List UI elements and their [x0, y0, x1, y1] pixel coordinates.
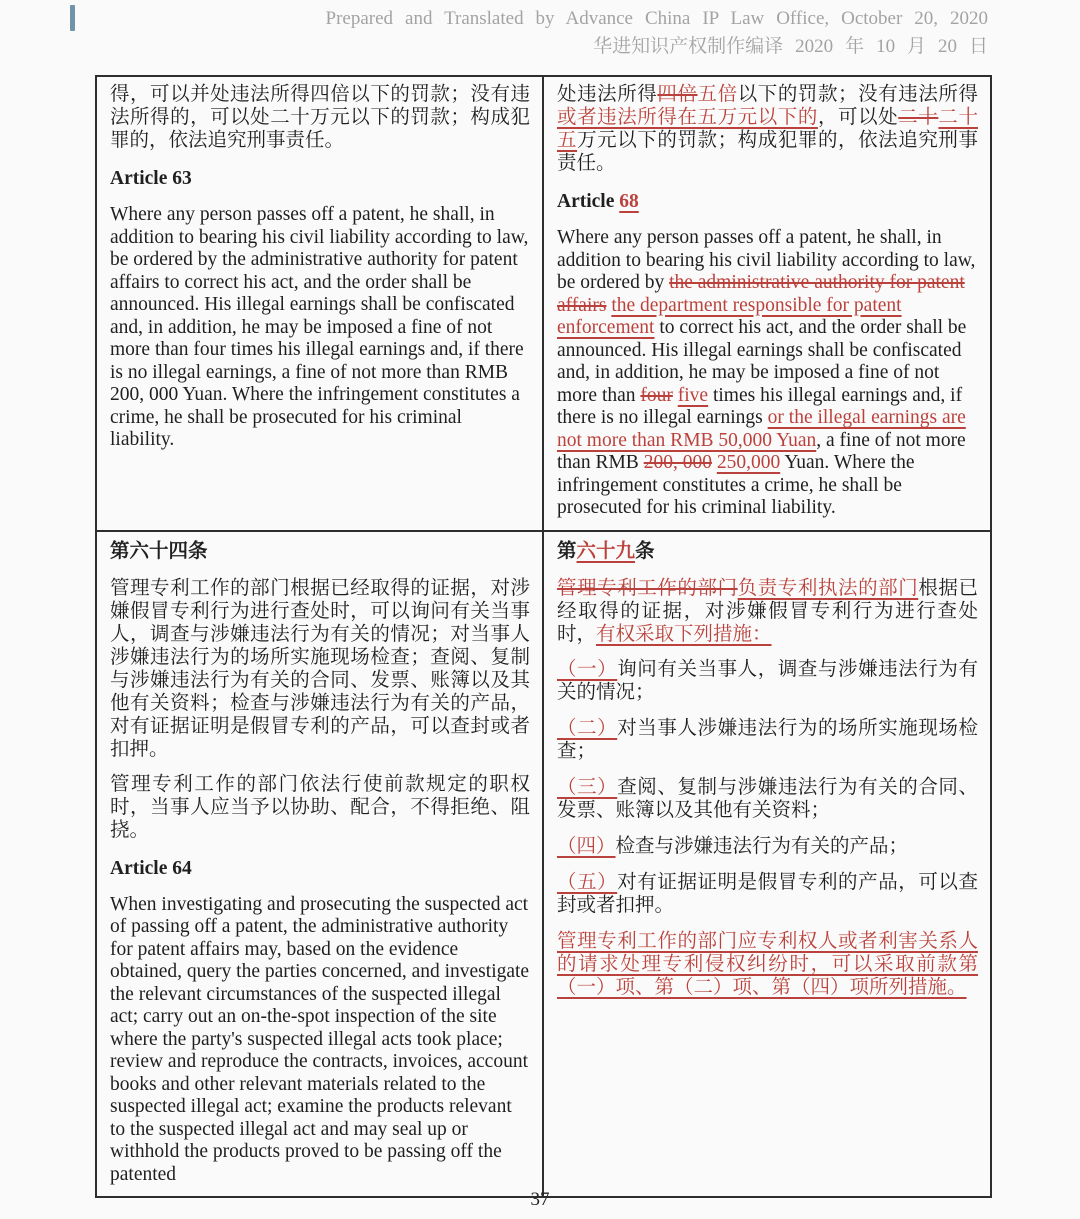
paragraph-new-en-article-68: Where any person passes off a patent, he shall, in addition to bearing his civil liability according to law, be ordered by the administrative authority for patent affairs the department responsible for patent enforcement to correct his act, and the order shall be announced. His illegal earnings shall be confiscated and, in addition, he may be imposed a fine of not more than four five times his illegal earnings and, if there is no illegal earnings or the illegal earnings are not more than RMB 50,000 Yuan, a fine of not more than RMB 200, 000 250,000 Yuan. Where the infringement constitutes a crime, he shall be prosecuted for his criminal liability. [557, 227, 976, 518]
paragraph-old-en-article-63: Where any person passes off a patent, he shall, in addition to bearing his civil liability according to law, be ordered by the administrative authority for patent affairs to correct his act, and the order shall be announced. His illegal earnings shall be confiscated and, in addition, he may be imposed a fine of not more than four times his illegal earnings and, if there is no illegal earnings, a fine of not more than RMB 200, 000 Yuan. Where the infringement constitutes a crime, he shall be prosecuted for his criminal liability. [110, 204, 529, 450]
cell-new-law-article-69 [543, 531, 991, 1198]
text-cursor-mark [70, 5, 75, 31]
paragraph-new-zh-article-69-intro: 管理专利工作的部门负责专利执法的部门根据已经取得的证据，对涉嫌假冒专利行为进行查处时，有权采取下列措施： [557, 577, 978, 645]
page-number: 37 [530, 1189, 550, 1210]
heading-article-64-en: Article 64 [110, 857, 192, 879]
header-line-zh: 华进知识产权制作编译 2020 年 10 月 20 日 [593, 36, 988, 57]
paragraph-old-zh-article-64-1: 管理专利工作的部门根据已经取得的证据，对涉嫌假冒专利行为进行查处时，可以询问有关当事人，调查与涉嫌违法行为有关的情况；对当事人涉嫌违法行为的场所实施现场检查；查阅、复制与涉嫌违法行为有关的合同、发票、账簿以及其他有关资料；检查与涉嫌违法行为有关的产品，对有证据证明是假冒专利的产品，可以查封或者扣押。 [110, 577, 530, 760]
cell-new-law-article-68 [543, 76, 991, 531]
paragraph-new-zh-penalty: 处违法所得四倍五倍以下的罚款；没有违法所得或者违法所得在五万元以下的，可以处二十二十五万元以下的罚款；构成犯罪的，依法追究刑事责任。 [557, 84, 978, 174]
page-header [326, 5, 988, 61]
heading-article-64-zh: 第六十四条 [110, 540, 208, 562]
header-line-en: Prepared and Translated by Advance China IP Law Office, October 20, 2020 [325, 8, 988, 29]
table-row-article-63-68 [96, 76, 991, 531]
list-item-measure-3: （三）查阅、复制与涉嫌违法行为有关的合同、发票、账簿以及其他有关资料； [557, 776, 978, 821]
table-row-article-64-69 [96, 531, 991, 1198]
law-comparison-table [95, 75, 992, 1198]
paragraph-old-en-article-64: When investigating and prosecuting the suspected act of passing off a patent, the administrative authority for patent affairs may, based on the evidence obtained, query the parties concerned, and investigate the relevant circumstances of the suspected illegal act; carry out an on-the-spot inspection of the site where the party's suspected illegal acts took place; review and reproduce the contracts, invoices, account books and other relevant materials related to the suspected illegal act; examine the products relevant to the suspected illegal act and may seal up or withhold the products proved to be passing off the patented [110, 893, 530, 1185]
paragraph-old-zh-penalty: 得，可以并处违法所得四倍以下的罚款；没有违法所得的，可以处二十万元以下的罚款；构成犯罪的，依法追究刑事责任。 [110, 84, 530, 151]
cell-old-law-article-64 [96, 531, 543, 1198]
list-item-measure-2: （二）对当事人涉嫌违法行为的场所实施现场检查； [557, 717, 978, 762]
cell-old-law-article-63 [96, 76, 543, 531]
list-item-measure-5: （五）对有证据证明是假冒专利的产品，可以查封或者扣押。 [557, 871, 978, 916]
paragraph-new-zh-article-69-final: 管理专利工作的部门应专利权人或者利害关系人的请求处理专利侵权纠纷时，可以采取前款第（一）项、第（二）项、第（四）项所列措施。 [557, 930, 978, 998]
heading-article-63: Article 63 [110, 168, 192, 189]
heading-article-69-zh: 第六十九条 [557, 540, 655, 562]
heading-article-68: Article 68 [557, 191, 639, 212]
list-item-measure-4: （四）检查与涉嫌违法行为有关的产品； [557, 835, 909, 857]
paragraph-old-zh-article-64-2: 管理专利工作的部门依法行使前款规定的职权时，当事人应当予以协助、配合，不得拒绝、阻挠。 [110, 773, 530, 841]
list-item-measure-1: （一）询问有关当事人，调查与涉嫌违法行为有关的情况； [557, 658, 978, 703]
